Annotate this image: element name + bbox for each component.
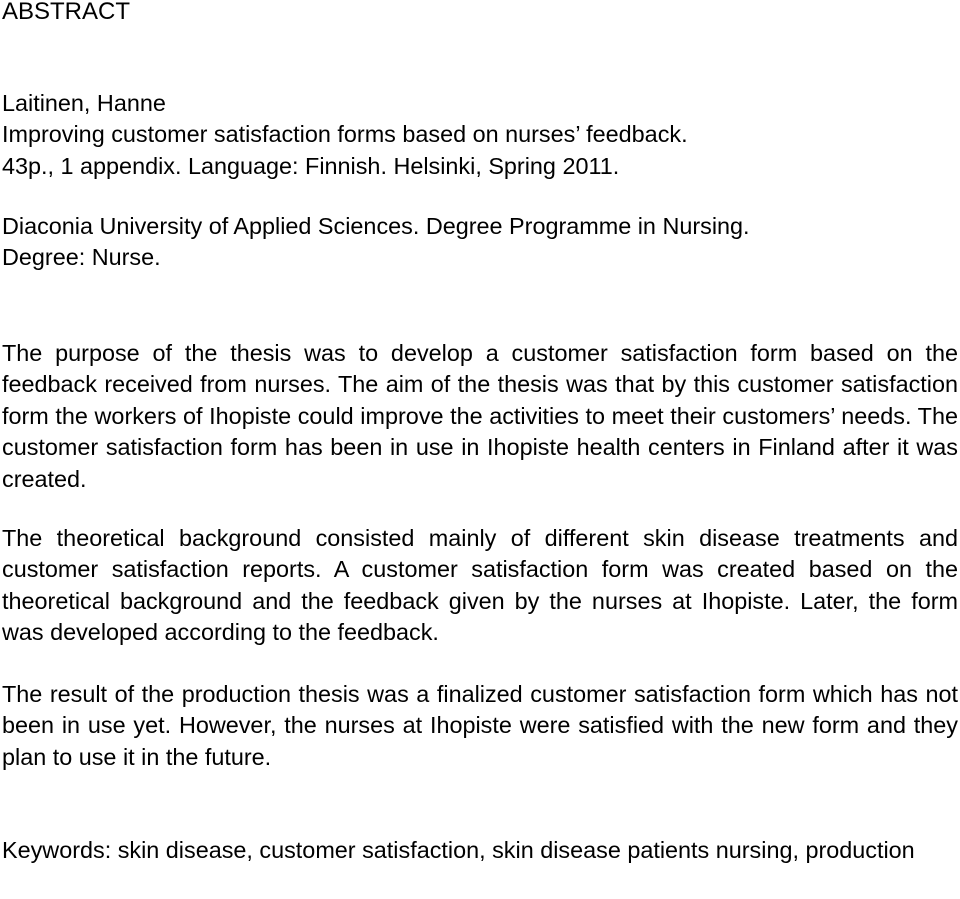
institution-info bbox=[2, 211, 958, 274]
thesis-title: Improving customer satisfaction forms based on nurses’ feedback. bbox=[2, 121, 688, 148]
abstract-paragraph-purpose: The purpose of the thesis was to develop a customer satisfaction form based on the feedback received from nurses. The aim of the thesis was that by this customer satisfaction form the workers of Ihopiste could improve the activities to meet their customers’ needs. The customer satisfaction form has been in use in Ihopiste health centers in Finland after it was created. bbox=[2, 340, 958, 492]
author-name: Laitinen, Hanne bbox=[2, 90, 166, 116]
bibliographic-info bbox=[2, 88, 958, 182]
keywords: Keywords: skin disease, customer satisfaction, skin disease patients nursing, production bbox=[2, 837, 915, 863]
thesis-details: 43p., 1 appendix. Language: Finnish. Helsinki, Spring 2011. bbox=[2, 152, 620, 179]
degree-name: Degree: Nurse. bbox=[2, 244, 161, 271]
abstract-heading: ABSTRACT bbox=[2, 0, 131, 25]
institution-name: Diaconia University of Applied Sciences. Degree Programme in Nursing. bbox=[2, 213, 750, 239]
abstract-paragraph-result: The result of the production thesis was a finalized customer satisfaction form which has not been in use yet. However, the nurses at Ihopiste were satisfied with the new form and they plan to use it in the future. bbox=[2, 681, 958, 770]
abstract-paragraph-background: The theoretical background consisted mainly of different skin disease treatments and customer satisfaction reports. A customer satisfaction form was created based on the theoretical background and the feedback given by the nurses at Ihopiste. Later, the form was developed according to the feedback. bbox=[2, 525, 958, 646]
